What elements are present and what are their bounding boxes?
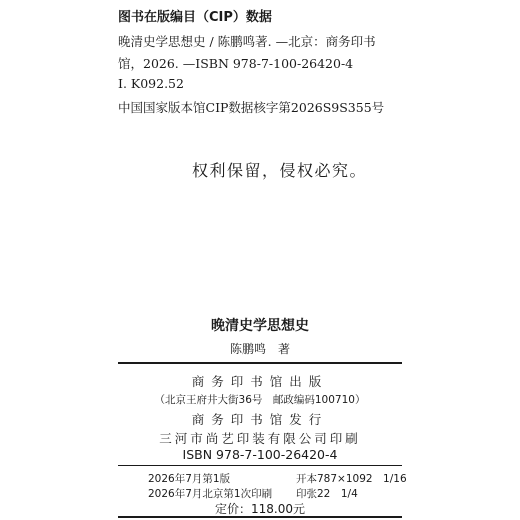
cip-catalog-line-2: 馆，2026. —ISBN 978-7-100-26420-4	[118, 56, 354, 71]
cip-heading: 图书在版编目（CIP）数据	[118, 10, 272, 25]
isbn: ISBN 978-7-100-26420-4	[182, 447, 338, 462]
publisher-address: （北京王府井大街36号 邮政编码100710）	[154, 394, 366, 406]
cip-record-number: 中国国家版本馆CIP数据核字第2026S9S355号	[118, 100, 385, 115]
printer: 三河市尚艺印装有限公司印刷	[159, 431, 361, 446]
publisher-name: 商务印书馆出版	[191, 374, 329, 389]
bottom-rule	[118, 516, 402, 518]
distributor: 商务印书馆发行	[191, 412, 329, 427]
book-format: 开本787×1092 1/16	[296, 473, 407, 485]
book-author: 陈鹏鸣 著	[229, 342, 290, 356]
middle-rule	[118, 465, 402, 466]
price: 定价：118.00元	[215, 502, 305, 516]
top-rule	[118, 362, 402, 364]
rights-notice: 权利保留，侵权必究。	[192, 161, 368, 180]
printed-sheets: 印张22 1/4	[296, 488, 358, 500]
cip-classification: Ⅰ. K092.52	[118, 76, 184, 91]
edition-date: 2026年7月第1版	[148, 473, 231, 485]
print-date: 2026年7月北京第1次印刷	[148, 488, 273, 500]
book-title: 晚清史学思想史	[211, 318, 309, 334]
cip-catalog-line-1: 晚清史学思想史 / 陈鹏鸣著. —北京：商务印书	[118, 34, 376, 49]
